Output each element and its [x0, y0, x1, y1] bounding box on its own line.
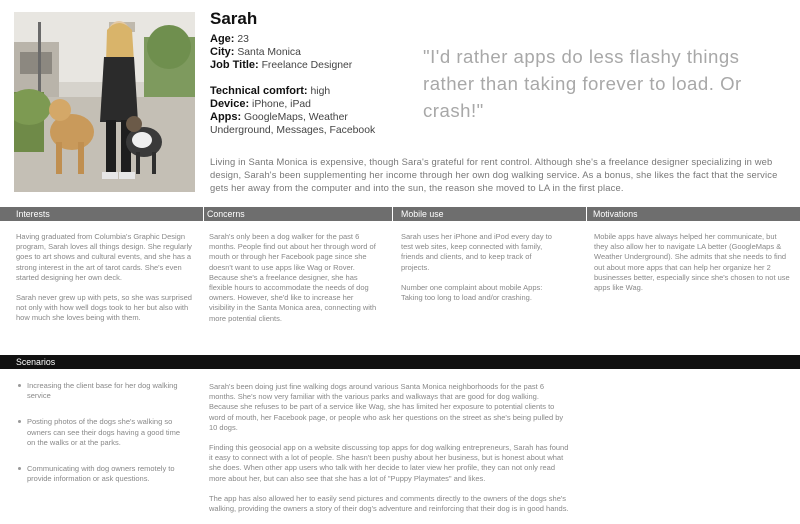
scenario-bullet: Posting photos of the dogs she's walking so owners can see their dogs having a good time on the walks or at the parks. [16, 417, 186, 448]
persona-photo [14, 12, 195, 192]
apps-value-line1: GoogleMaps, Weather [241, 112, 348, 123]
motivations-paragraph: Mobile apps have always helped her communicate, but they also allow her to navigate LA better (GoogleMaps & Weather Underground). She admits that she needs to find out about more apps that can help her organize her 2 businesses better, especially since she's chosen to not use apps like Wag. [594, 232, 790, 293]
job-value: Freelance Designer [258, 60, 353, 71]
device-row [210, 98, 375, 111]
section-title-mobile: Mobile use [392, 207, 586, 221]
scenario-paragraph: Finding this geosocial app on a website discussing top apps for dog walking entrepreneurs, Sarah has found it easy to connect with a lot of people. She hasn't been pushy about her business, but is honest about what she does. When other app users who talk with her decide to later view her profile, they can not only read more about her, but can also see that she has a lot of "Puppy Playmates" and likes. [209, 443, 569, 483]
job-row [210, 59, 375, 72]
comfort-value: high [307, 86, 331, 97]
section-title-concerns: Concerns [203, 207, 392, 221]
apps-label: Apps: [210, 111, 242, 123]
device-value: iPhone, iPad [249, 99, 311, 110]
age-label: Age: [210, 33, 235, 45]
age-row [210, 33, 375, 46]
city-value: Santa Monica [234, 47, 301, 58]
interests-paragraph: Having graduated from Columbia's Graphic Design program, Sarah loves all things design. She regularly goes to art shows and cultural events, and she has a strong interest in the art of tarot cards. She's even started designing her own deck. [16, 232, 192, 282]
scenarios-header-bar [0, 355, 800, 369]
apps-value-line2: Underground, Messages, Facebook [210, 125, 376, 136]
concerns-column [209, 232, 381, 334]
mobile-use-column [401, 232, 561, 313]
city-row [210, 46, 375, 59]
mobile-use-paragraph: Number one complaint about mobile Apps: Taking too long to load and/or crashing. [401, 282, 543, 303]
section-title-motivations: Motivations [586, 207, 800, 221]
scenario-paragraph: Sarah's been doing just fine walking dogs around various Santa Monica neighborhoods for the past 6 months. She's now very familiar with the various parks and walkways that are good for dog walking. Because she refuses to be part of a service like Wag, she has limited her exposure to potential clients to word of mouth, her Facebook page, or people who ask her questions on the street as she's being pulled by 10 dogs. [209, 382, 564, 432]
city-label: City: [210, 46, 235, 58]
scenarios-title: Scenarios [16, 357, 56, 367]
persona-quote: "I'd rather apps do less flashy things rather than taking forever to load. Or crash!" [423, 46, 742, 121]
device-label: Device: [210, 98, 250, 110]
section-title-interests: Interests [16, 209, 50, 219]
motivations-column [594, 232, 790, 303]
persona-facts [210, 33, 375, 137]
scenario-bullet-list [16, 381, 186, 500]
apps-row-2 [210, 124, 375, 137]
scenario-paragraph: The app has also allowed her to easily send pictures and comments directly to the owners of the dogs she's walking, providing the owners a story of their dog's adventure and reinforcing that their dog is in good hands. [209, 493, 569, 514]
section-header-bar [0, 207, 800, 221]
persona-bio: Living in Santa Monica is expensive, though Sara's grateful for rent control. Although she's a freelance designer specializing in web design, Sarah's been supplementing her income through her own dog walking service. As a bonus, she likes the fact that the service gets her away from the computer and into the sun, the reason she moved to LA in the first place. [210, 156, 778, 193]
concerns-paragraph: Sarah's only been a dog walker for the past 6 months. People find out about her through word of mouth or through her Facebook page since she doesn't want to use apps like Wag or Rover. Because she's a freelance designer, she has flexible hours to accommodate the needs of dog owners. However, she'd like to increase her visibility in the Santa Monica area, connecting with more potential clients. [209, 232, 377, 323]
interests-paragraph: Sarah never grew up with pets, so she was surprised not only with how well dogs took to her but also with how much she loves being with them. [16, 293, 192, 323]
scenario-bullet: Increasing the client base for her dog walking service [16, 381, 186, 401]
interests-column [16, 232, 196, 334]
comfort-row [210, 85, 375, 98]
scenario-bullet: Communicating with dog owners remotely to provide information or ask questions. [16, 464, 186, 484]
scenario-narrative [209, 382, 569, 524]
comfort-label: Technical comfort: [210, 85, 308, 97]
apps-row [210, 111, 375, 124]
job-label: Job Title: [210, 59, 259, 71]
age-value: 23 [234, 34, 249, 45]
mobile-use-paragraph: Sarah uses her iPhone and iPod every day to test web sites, keep connected with family, friends and clients, and to keep track of projects. [401, 232, 552, 272]
persona-name: Sarah [210, 9, 258, 28]
